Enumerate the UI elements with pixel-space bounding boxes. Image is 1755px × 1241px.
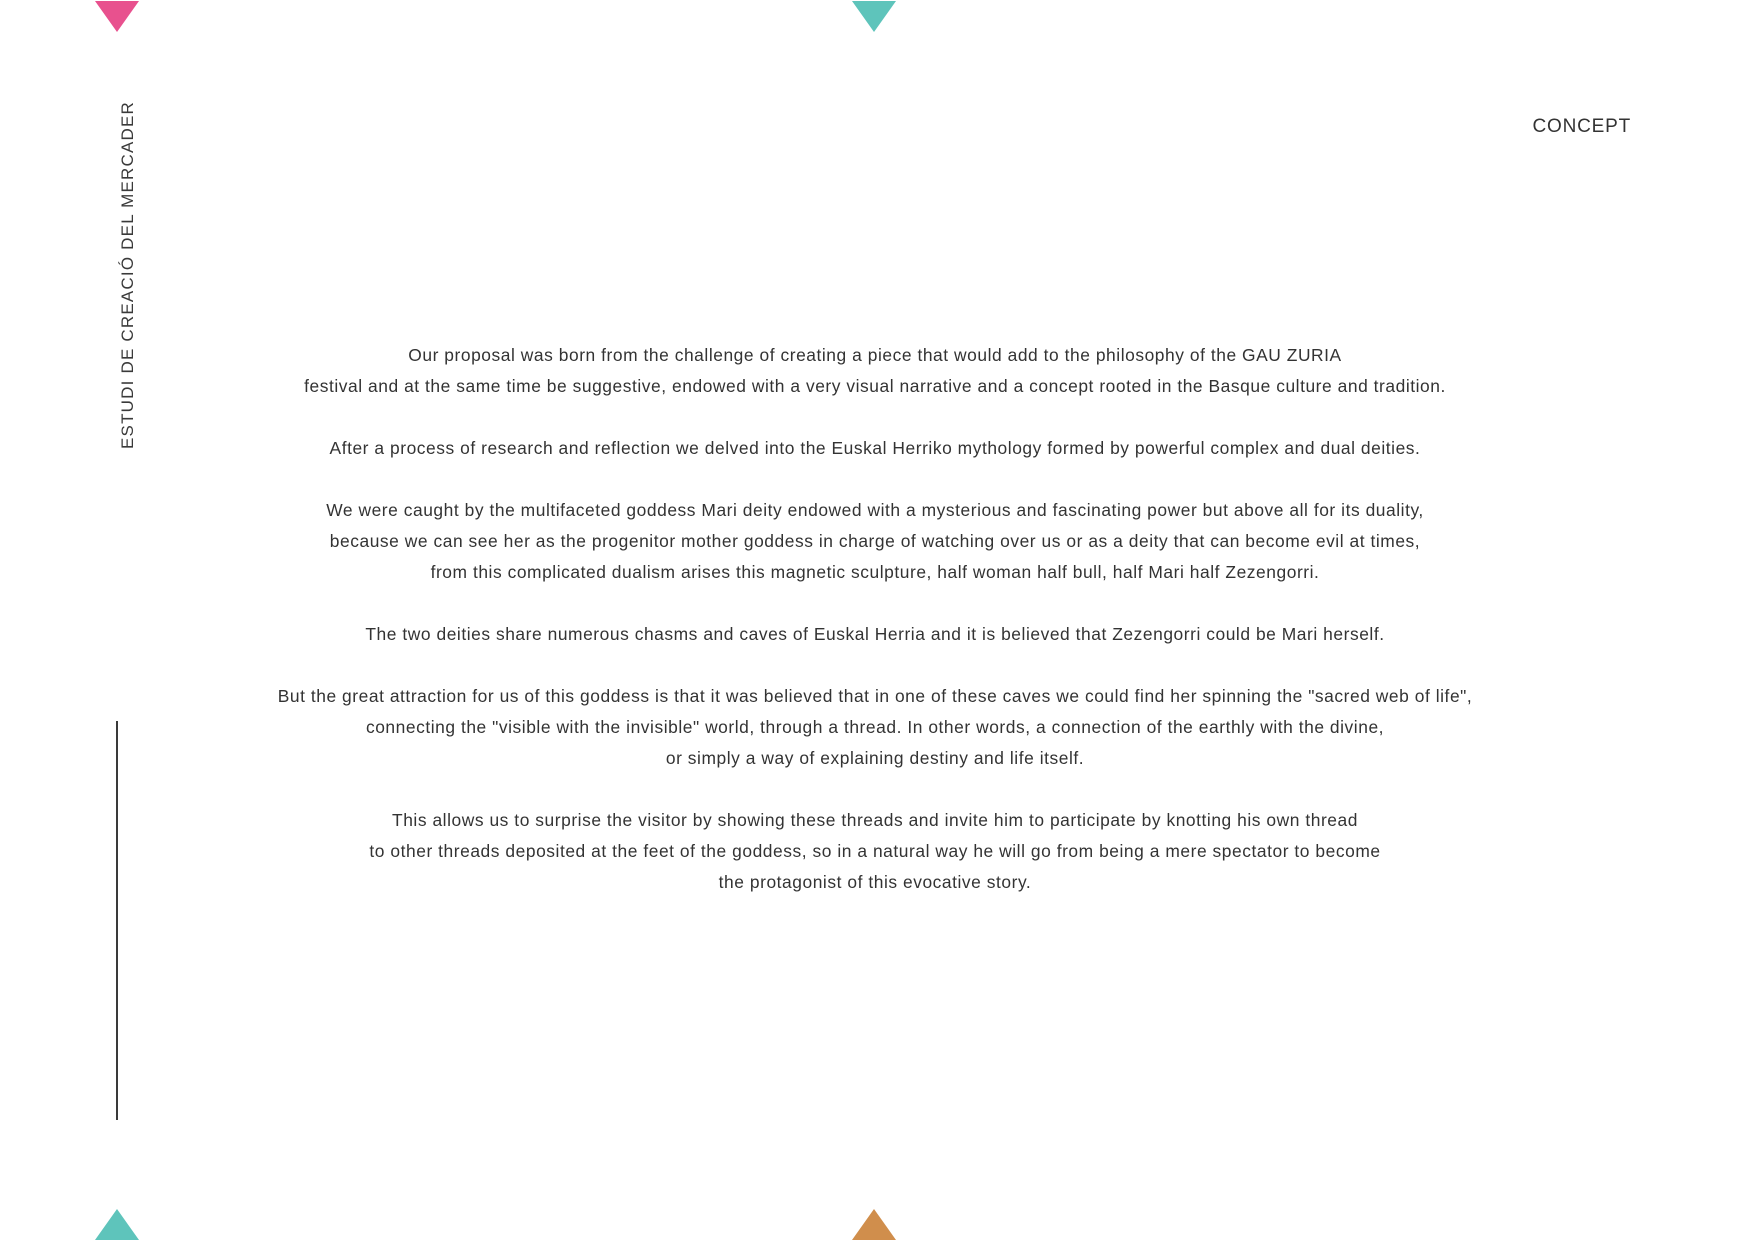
pink-triangle-decoration [95,1,139,32]
vertical-divider-line [116,721,118,1120]
text-line: connecting the "visible with the invisible" world, through a thread. In other words, a connection of the earthly with the divine, [365,717,1385,737]
paragraph [150,433,1600,464]
teal-triangle-decoration [852,1,896,32]
paragraph [150,340,1600,402]
text-line: This allows us to surprise the visitor by showing these threads and invite him to participate by knotting his own thread [392,810,1358,830]
text-line: But the great attraction for us of this goddess is that it was believed that in one of these caves we could find her spinning the "sacred web of life", [277,686,1473,706]
orange-triangle-decoration [852,1209,896,1240]
text-line: We were caught by the multifaceted goddess Mari deity endowed with a mysterious and fascinating power but above all for its duality, [326,500,1424,520]
paragraph [150,681,1600,774]
paragraph [150,805,1600,898]
teal-triangle-decoration-bottom [95,1209,139,1240]
studio-name-vertical: ESTUDI DE CREACIÓ DEL MERCADER [118,100,137,449]
text-line: or simply a way of explaining destiny and life itself. [665,748,1085,768]
text-line: from this complicated dualism arises this magnetic sculpture, half woman half bull, half Mari half Zezengorri. [430,562,1320,582]
text-line: the protagonist of this evocative story. [718,872,1032,892]
section-title: CONCEPT [1532,116,1631,137]
text-line: After a process of research and reflection we delved into the Euskal Herriko mythology formed by powerful complex and dual deities. [329,438,1421,458]
text-line: The two deities share numerous chasms and caves of Euskal Herria and it is believed that Zezengorri could be Mari herself. [365,624,1385,644]
text-line: to other threads deposited at the feet of the goddess, so in a natural way he will go from being a mere spectator to become [369,841,1381,861]
paragraph [150,619,1600,650]
text-line: Our proposal was born from the challenge of creating a piece that would add to the philosophy of the GAU ZURIA [408,345,1342,365]
text-line: festival and at the same time be suggestive, endowed with a very visual narrative and a concept rooted in the Basque culture and tradition. [304,376,1446,396]
paragraph [150,495,1600,588]
text-line: because we can see her as the progenitor mother goddess in charge of watching over us or as a deity that can become evil at times, [329,531,1421,551]
concept-text-block [150,340,1600,929]
